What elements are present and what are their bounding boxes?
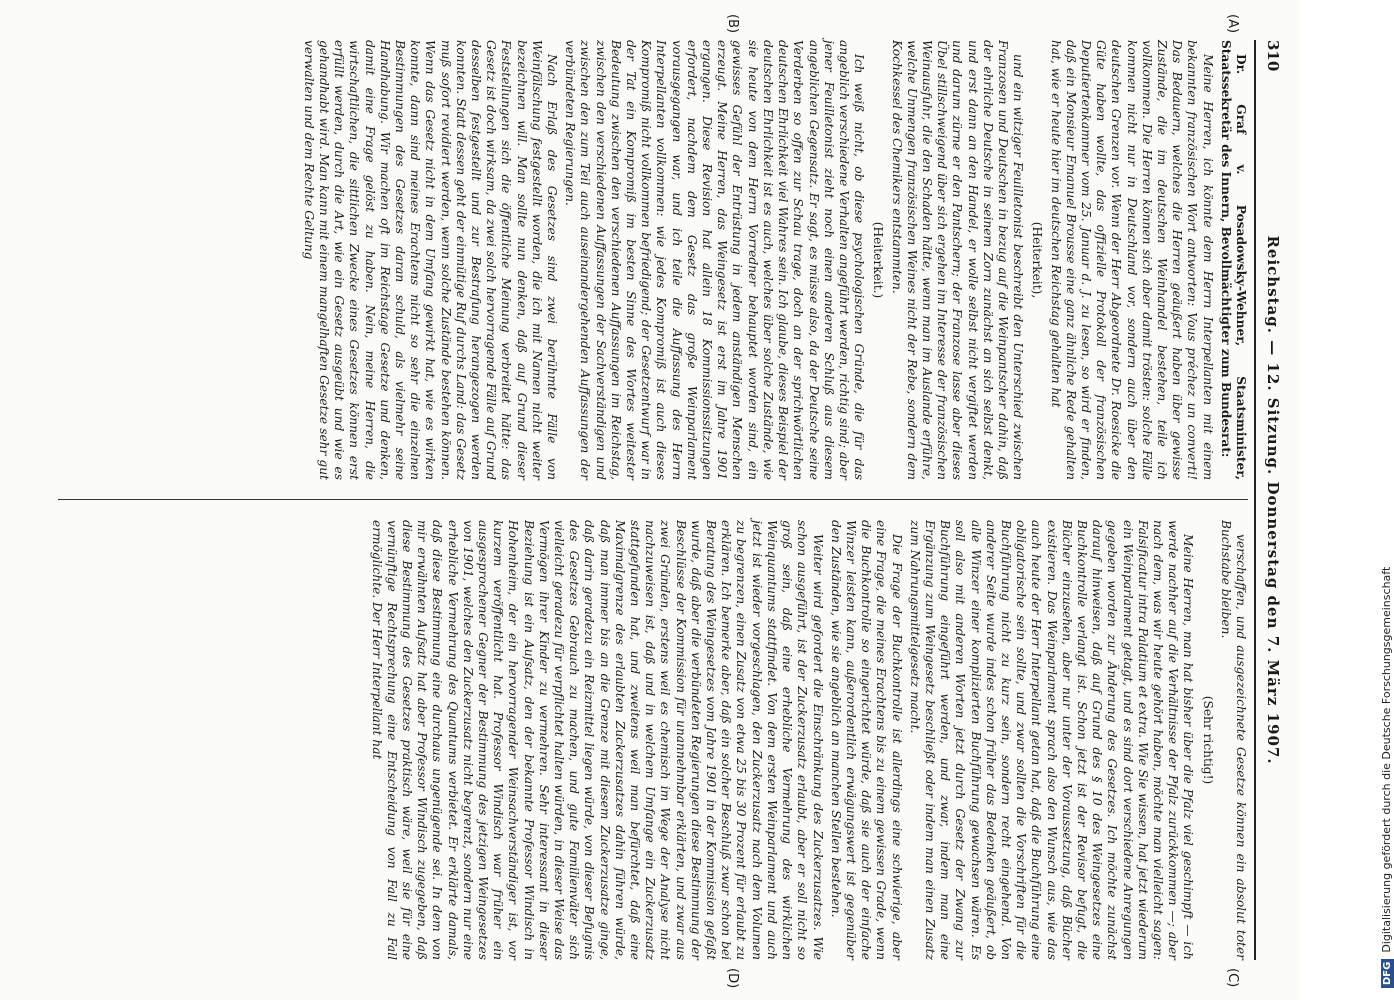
right-column	[58, 520, 1248, 960]
column-divider	[58, 499, 1248, 500]
interjection: (Sehr richtig!)	[1200, 695, 1215, 785]
margin-marker-c: (C)	[1225, 968, 1240, 988]
digitization-credit	[1380, 0, 1394, 1000]
paragraph: Nach Erlaß des Gesetzes sind zwei berühmte Fälle von Weinfälschung festgestellt worden, die ich mit Namen nicht weiter bezeichnen will. Man sollte nun denken, daß auf Grund dieser Feststellungen sich die öffentliche Meinung verbreitet hätte: das Gesetz ist doch wirksam, da zwei solch hervorragende Fälle auf Grund desselben festgestellt und zur Bestrafung herangezogen werden konnten. Statt dessen geht der einmütige Ruf durchs Land: das Gesetz muß sofort revidiert werden, wenn solche Zustände bestehen können. Wenn das Gesetz nicht in dem Umfang gewirkt hat, wie es wirken konnte, dann sind meines Erachtens nicht so sehr die einzelnen Bestimmungen des Gesetzes daran schuld, als vielmehr seine Handhabung. Wir machen oft im Reichstage Gesetze und denken, damit eine Frage gelöst zu haben. Nein, meine Herren, die wirtschaftlichen, die sittlichen Zwecke eines Gesetzes können erst erfüllt werden, durch die Art, wie ein Gesetz ausgeübt und wie es gehandhabt wird. Man kann mit einem mangelhaften Gesetze sehr gut verwalten und dem Rechte Geltung	[301, 40, 560, 480]
interjection: (Heiterkeit),	[1030, 221, 1045, 299]
paragraph: Ich weiß nicht, ob diese psychologischen Gründe, die für das angeblich verschiedene Verhalten angeführt werden, richtig sind; aber jener Feuilletonist zieht noch einen anderen Schluß aus diesem angeblichen Gegensatz. Er sagt, es müsse also, da der Deutsche seine Verderben so offen zur Schau trage, doch an der sprichwörtlichen deutschen Ehrlichkeit viel Wahres sein. Ich glaube, dieses Beispiel der deutschen Ehrlichkeit ist es auch, welches über solche Zustände, wie sie heute von dem Herrn Vorredner behauptet worden sind, ein gewisses Gefühl der Entrüstung in jedem anständigen Menschen erzeugt. Meine Herren, das Weingesetz ist erst im Jahre 1901 ergangen. Diese Revision hat allein 18 Kommissionssitzungen erfordert, nachdem dem Gesetz das große Weinparlament vorausgegangen war, und ich teile die Auffassung des Herrn Interpellanten vollkommen: wie jedes Kompromiß ist auch dieses Kompromiß nicht vollkommen befriedigend; der Gesetzentwurf war in der Tat ein Kompromiß im besten Sinne des Wortes weitester Bedeutung zwischen den verschiedenen Auffassungen im Reichstag, zwischen den verschiedenen Auffassungen der Sachverständigen und zwischen den zum Teil auch auseinandergehenden Auffassungen der verbündeten Regierungen.	[563, 40, 867, 480]
paragraph: und ein witziger Feuilletonist beschreibt den Unterschied zwischen Franzosen und Deutschen in bezug auf die Weinpantscher dahin, daß der ehrliche Deutsche in seinem Zorn zunächst an sich selbst denkt, und erst dann an den Handel, er wolle selbst nicht vergiftet werden und darum zürne er den Pantschern; der Franzose lasse aber dieses Übel stillschweigend über sich ergehen im Interesse der französischen Weinausfuhr, die den Schaden hätte, wenn man im Auslande erführe, welche Unmengen französischen Weines nicht der Rebe, sondern dem Kochkessel des Chemikers entstammten.	[889, 40, 1026, 480]
paragraph: verschaffen, und ausgezeichnete Gesetze können ein absolut toter Buchstabe bleiben.	[1218, 520, 1248, 960]
page-title: Reichstag. — 12. Sitzung. Donnerstag den 7. März 1907.	[1264, 235, 1282, 765]
page-header	[1256, 40, 1282, 960]
header-rule	[1254, 40, 1256, 960]
paragraph: Meine Herren, man hat bisher über die Pfalz viel geschimpft — ich werde nachher auf die Verhältnisse der Pfalz zurückkommen —; aber nach dem, was wir heute gehört haben, möchte man vielleicht sagen: Falsificatur intra Palatium et extra. Wie Sie wissen, hat jetzt wiederum ein Weinparlament getagt, und es sind dort verschiedene Anregungen gegeben worden zur Änderung des Gesetzes. Ich möchte zunächst darauf hinweisen, daß auf Grund des § 10 des Weingesetzes eine Buchkontrolle verlangt ist. Schon jetzt ist der Revisor befugt, die Bücher einzusehen, aber nur unter der Voraussetzung, daß Bücher existieren. Das Weinparlament sprach also den Wunsch aus, wie das auch heute der Herr Interpellant getan hat, daß die Buchführung eine obligatorische sein sollte, und zwar sollten die Vorschriften für die Buchführung nicht zu kurz sein, sondern recht eingehend. Von anderer Seite wurde indes schon früher das Bedenken geäußert, ob alle Winzer einer komplizierten Buchführung gewachsen wären. Es soll also mit anderen Worten jetzt durch Gesetz der Zwang zur Buchführung eingeführt werden, und zwar, indem man eine Ergänzung zum Weingesetz beschließt oder indem man einen Zusatz zum Nahrungsmittelgesetz macht.	[907, 520, 1196, 960]
margin-marker-b: (B)	[725, 14, 740, 34]
margin-marker-a: (A)	[1225, 14, 1240, 34]
page-number: 310	[1264, 40, 1282, 72]
speaker-intro: Dr. Graf v. Posadowsky-Wehner, Staatsminister, Staatssekretär des Innern, Bevollmächtigter zum Bundesrat:	[1218, 40, 1248, 480]
left-column	[58, 40, 1248, 480]
interjection: (Heiterkeit.)	[871, 221, 886, 299]
credit-text: Digitalisierung gefördert durch die Deutsche Forschungsgemeinschaft	[1380, 566, 1393, 953]
paragraph: Weiter wird gefordert die Einschränkung des Zuckerzusatzes. Wie schon ausgeführt, ist der Zuckerzusatz erlaubt, aber er soll nicht so groß sein, daß eine erhebliche Vermehrung des wirklichen Weinquantums stattfindet. Von dem ersten Weinparlament und auch jetzt ist wieder vorgeschlagen, den Zuckerzusatz nach dem Volumen zu begrenzen, einen Zusatz von etwa 25 bis 30 Prozent für erlaubt zu erklären. Ich bemerke aber, daß ein solcher Beschluß zwar schon bei Beratung des Weingesetzes vom Jahre 1901 in der Kommission gefaßt wurde, daß aber die verbündeten Regierungen diese Bestimmung der Beschlüsse der Kommission für unannehmbar erklärten, und zwar aus zwei Gründen, erstens weil es chemisch im Wege der Analyse nicht nachzuweisen ist, daß und in welchem Umfange ein Zuckerzusatz stattgefunden hat, und zweitens weil man befürchtet, daß eine Maximalgrenze des erlaubten Zuckerzusatzes dahin führen würde, daß man immer bis an die Grenze mit diesem Zuckerzusatze ginge, daß darin geradezu ein Reizmittel liegen würde, von dieser Befugnis des Gesetzes Gebrauch zu machen, und gute Familienväter sich vielleicht geradezu für verpflichtet halten würden, in dieser Weise das Vermögen ihrer Kinder zu vermehren. Sehr interessant in dieser Beziehung ist ein Aufsatz, den der bekannte Professor Windisch in Hohenheim, der ein hervorragender Weinsachverständiger ist, vor kurzem veröffentlicht hat. Professor Windisch war früher ein ausgesprochener Gegner der Bestimmung des jetzigen Weingesetzes von 1901, welches den Zuckerzusatz nicht begrenzt, sondern nur eine erhebliche Vermehrung des Quantums verbietet. Er erklärte damals, daß diese Bestimmung eine durchaus ungenügende sei. In dem von mir erwähnten Aufsatz hat aber Professor Windisch zugegeben, daß diese Bestimmung des Gesetzes praktisch wäre, weil sie für eine vernünftige Rechtsprechung eine Entscheidung von Fall zu Fall ermöglichte. Der Herr Interpellant hat	[369, 520, 825, 960]
paragraph: Die Frage der Buchkontrolle ist allerdings eine schwierige, aber eine Frage, die meines Erachtens bis zu einem gewissen Grade, wenn die Buchkontrolle so eingerichtet würde, daß sie auch der einfache Winzer leisten kann, außerordentlich erwägungswert ist gegenüber den Zuständen, wie sie angeblich an manchen Stellen bestehen.	[828, 520, 904, 960]
dfg-logo: DFG	[1381, 959, 1394, 988]
paragraph: Meine Herren, ich könnte dem Herrn Interpellanten mit einem bekannten französischen Wort antworten: Vous préchez un converti! Das Bedauern, welches die Herren geäußert haben über gewisse Zustände, die im deutschen Weinhandel bestehen, teile ich vollkommen. Die Herren können sich aber damit trösten: solche Fälle kommen nicht nur in Deutschland vor, sondern auch über den deutschen Grenzen vor. Wenn der Herr Abgeordnete Dr. Roesicke die Güte haben wollte, das offizielle Protokoll der französischen Deputiertenkammer vom 25. Januar d. J. zu lesen, so wird er finden, daß ein Monsieur Emanuel Brousse eine ganz ähnliche Rede gehalten hat, wie er heute hier im deutschen Reichstag gehalten hat	[1048, 40, 1215, 480]
margin-marker-d: (D)	[725, 968, 740, 989]
